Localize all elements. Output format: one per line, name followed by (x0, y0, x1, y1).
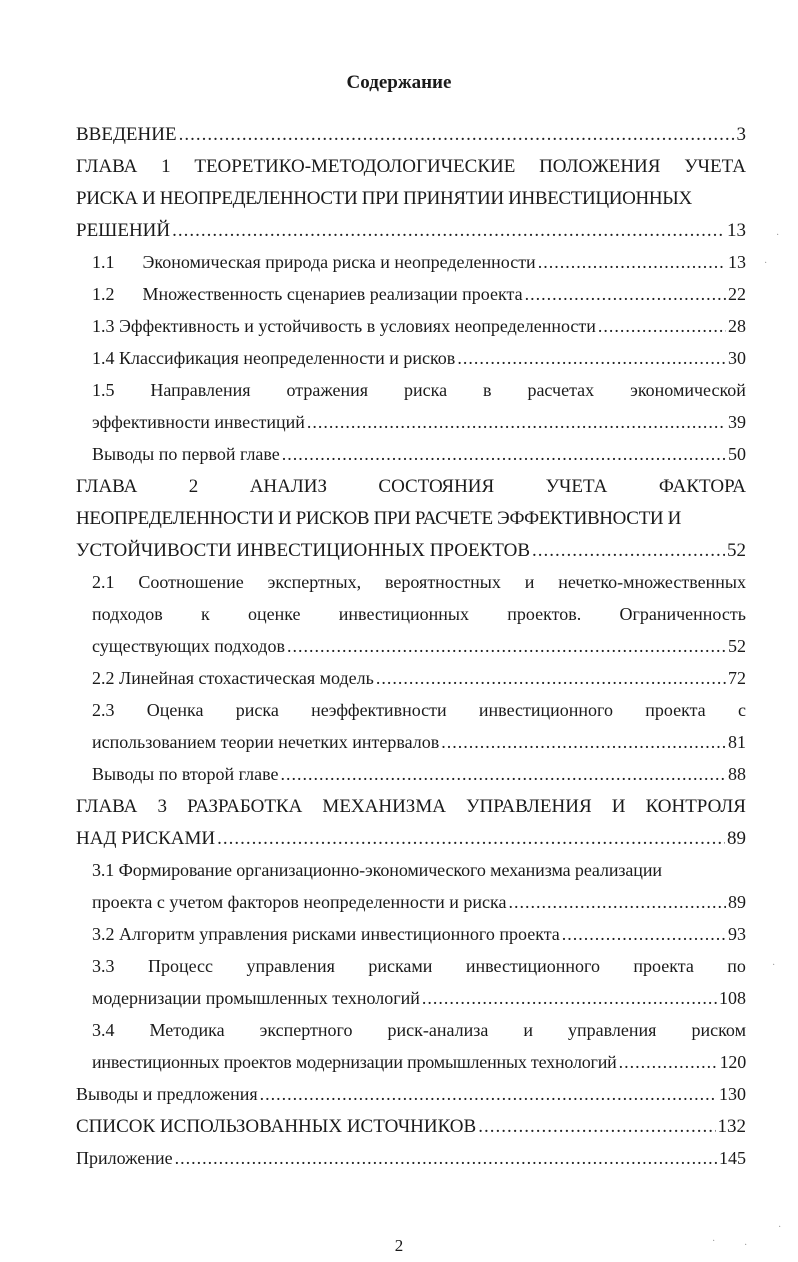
toc-entry-3-2 (0, 920, 798, 952)
toc-label: Выводы по второй главе (92, 764, 279, 784)
toc-page: 145 (719, 1148, 746, 1168)
toc-word: УПРАВЛЕНИЯ (466, 796, 592, 817)
toc-entry-2-1-line-3 (0, 632, 798, 664)
toc-label: РИСКА И НЕОПРЕДЕЛЕННОСТИ ПРИ ПРИНЯТИИ ИНВЕСТИЦИОННЫХ (76, 188, 692, 209)
dot-leader (457, 348, 726, 369)
toc-word: 2.1 (92, 572, 115, 592)
toc-word: ТЕОРЕТИКО-МЕТОДОЛОГИЧЕСКИЕ (194, 156, 516, 177)
toc-word: Оценка (146, 700, 204, 720)
toc-page: 108 (719, 988, 746, 1008)
toc-page: 52 (728, 636, 746, 656)
toc-word: и (524, 572, 535, 592)
dot-leader (532, 540, 725, 562)
toc-word: ГЛАВА (76, 476, 138, 497)
toc-label: использованием теории нечетких интервалов (92, 732, 440, 752)
toc-page: 81 (728, 732, 746, 752)
toc-page: 28 (728, 316, 746, 336)
toc-label: модернизации промышленных технологий (92, 988, 420, 1008)
toc-page: 52 (727, 540, 746, 561)
toc-entry-chapter-1-line-2 (0, 184, 798, 216)
toc-entry-2-1-line-1 (0, 568, 798, 600)
dot-leader (287, 636, 726, 657)
toc-entry-chapter-1-line-3 (0, 216, 798, 248)
dot-leader (282, 444, 726, 465)
toc-entry-references (0, 1112, 798, 1144)
toc-word: УЧЕТА (684, 156, 746, 177)
toc-word: отражения (286, 380, 369, 400)
toc-word: Ограниченность (619, 604, 746, 624)
toc-label: 3.2 Алгоритм управления рисками инвестиционного проекта (92, 924, 560, 944)
toc-word: экономической (630, 380, 746, 400)
toc-entry-1-5-line-2 (0, 408, 798, 440)
toc-label: существующих подходов (92, 636, 285, 656)
toc-page: 13 (728, 252, 746, 272)
toc-entry-appendix (0, 1144, 798, 1176)
toc-label: Выводы и предложения (76, 1084, 258, 1104)
toc-word: рисками (368, 956, 433, 976)
toc-page: 132 (717, 1116, 746, 1137)
toc-number: 1.1 (92, 252, 115, 272)
scan-speck: · (772, 960, 776, 971)
toc-label: НАД РИСКАМИ (76, 828, 216, 849)
toc-word: инвестиционных (338, 604, 469, 624)
toc-word: проекта (633, 956, 694, 976)
toc-label: 2.2 Линейная стохастическая модель (92, 668, 374, 688)
toc-word: УЧЕТА (545, 476, 608, 497)
toc-entry-chapter-2-line-3 (0, 536, 798, 568)
toc-page: 3 (736, 124, 746, 145)
toc-label: 1.4 Классификация неопределенности и рисков (92, 348, 456, 368)
toc-word: РАЗРАБОТКА (187, 796, 303, 817)
toc-page: 89 (728, 892, 746, 912)
toc-word: Направления (150, 380, 251, 400)
toc-word: Методика (149, 1020, 225, 1040)
toc-word: Процесс (147, 956, 214, 976)
toc-label: РЕШЕНИЙ (76, 220, 171, 241)
toc-entry-3-1-line-1 (0, 856, 798, 888)
dot-leader (562, 924, 726, 945)
toc-label: СПИСОК ИСПОЛЬЗОВАННЫХ ИСТОЧНИКОВ (76, 1116, 477, 1137)
toc-word: 2.3 (92, 700, 115, 720)
toc-word: 3.4 (92, 1020, 115, 1040)
dot-leader (376, 668, 726, 689)
toc-word: проектов. (507, 604, 582, 624)
toc-word: риском (691, 1020, 746, 1040)
toc-entry-chapter-3-line-2 (0, 824, 798, 856)
dot-leader (478, 1116, 715, 1138)
toc-word: ГЛАВА (76, 796, 138, 817)
toc-word: 1 (161, 156, 171, 177)
toc-page: 93 (728, 924, 746, 944)
toc-label: 3.1 Формирование организационно-экономического механизма реализации (92, 860, 662, 880)
toc-page: 88 (728, 764, 746, 784)
toc-entry-3-3-line-1 (0, 952, 798, 984)
toc-page: 130 (719, 1084, 746, 1104)
dot-leader (598, 316, 726, 337)
scan-speck: · (712, 1236, 716, 1247)
toc-entry-3-4-line-1 (0, 1016, 798, 1048)
scan-speck: · (744, 1240, 748, 1251)
toc-label: Приложение (76, 1148, 173, 1168)
toc-entry-1-1 (0, 248, 798, 280)
toc-page: 50 (728, 444, 746, 464)
dot-leader (217, 828, 725, 850)
toc-word: нечетко-множественных (558, 572, 746, 592)
toc-entry-1-3 (0, 312, 798, 344)
toc-word: КОНТРОЛЯ (645, 796, 746, 817)
toc-word: ГЛАВА (76, 156, 138, 177)
toc-label: инвестиционных проектов модернизации промышленных технологий (92, 1052, 617, 1072)
toc-label: ВВЕДЕНИЕ (76, 124, 177, 145)
toc-label: УСТОЙЧИВОСТИ ИНВЕСТИЦИОННЫХ ПРОЕКТОВ (76, 540, 531, 561)
toc-word: СОСТОЯНИЯ (378, 476, 495, 497)
toc-word: инвестиционного (478, 700, 613, 720)
dot-leader (422, 988, 717, 1009)
toc-entry-intro (0, 120, 798, 152)
toc-label: Множественность сценариев реализации проекта (142, 284, 523, 304)
toc-word: риска (404, 380, 448, 400)
toc-word: управления (568, 1020, 657, 1040)
toc-word: ПОЛОЖЕНИЯ (539, 156, 661, 177)
toc-word: Соотношение (138, 572, 244, 592)
toc-entry-1-5-line-1 (0, 376, 798, 408)
toc-word: оценке (247, 604, 301, 624)
dot-leader (619, 1052, 718, 1073)
dot-leader (280, 764, 726, 785)
scan-speck: · (778, 1222, 782, 1233)
toc-word: экспертного (259, 1020, 353, 1040)
toc-word: АНАЛИЗ (249, 476, 327, 497)
toc-label: проекта с учетом факторов неопределенности и риска (92, 892, 507, 912)
toc-entry-chapter-1-line-1 (0, 152, 798, 184)
toc-entry-conclusions-1 (0, 440, 798, 472)
toc-word: в (483, 380, 492, 400)
dot-leader (172, 220, 725, 242)
toc-entry-conclusions (0, 1080, 798, 1112)
toc-word: расчетах (527, 380, 595, 400)
toc-entry-2-3-line-1 (0, 696, 798, 728)
toc-word: МЕХАНИЗМА (322, 796, 446, 817)
toc-word: ФАКТОРА (658, 476, 746, 497)
toc-entry-1-4 (0, 344, 798, 376)
toc-word: И (611, 796, 626, 817)
toc-word: к (200, 604, 210, 624)
dot-leader (179, 124, 735, 146)
toc-entry-2-1-line-2 (0, 600, 798, 632)
dot-leader (175, 1148, 717, 1169)
toc-entry-1-2 (0, 280, 798, 312)
table-of-contents (0, 120, 798, 1176)
toc-word: риска (235, 700, 279, 720)
toc-page: 30 (728, 348, 746, 368)
toc-number: 1.2 (92, 284, 115, 304)
toc-word: и (523, 1020, 534, 1040)
dot-leader (508, 892, 726, 913)
toc-word: 3 (157, 796, 167, 817)
toc-word: вероятностных (385, 572, 501, 592)
dot-leader (441, 732, 726, 753)
toc-word: экспертных, (267, 572, 362, 592)
toc-entry-3-3-line-2 (0, 984, 798, 1016)
toc-page: 72 (728, 668, 746, 688)
toc-word: неэффективности (311, 700, 447, 720)
toc-page: 39 (728, 412, 746, 432)
dot-leader (307, 412, 726, 433)
toc-label: эффективности инвестиций (92, 412, 305, 432)
toc-word: с (737, 700, 746, 720)
toc-page: 22 (728, 284, 746, 304)
dot-leader (538, 252, 726, 273)
dot-leader (260, 1084, 717, 1105)
toc-entry-2-3-line-2 (0, 728, 798, 760)
scan-speck: · (764, 258, 768, 269)
toc-word: подходов (92, 604, 163, 624)
toc-entry-3-1-line-2 (0, 888, 798, 920)
toc-word: 1.5 (92, 380, 115, 400)
page-title: Содержание (346, 72, 452, 93)
page-number: 2 (394, 1236, 404, 1255)
toc-label: 1.3 Эффективность и устойчивость в условиях неопределенности (92, 316, 596, 336)
toc-word: проекта (645, 700, 706, 720)
toc-label: НЕОПРЕДЕЛЕННОСТИ И РИСКОВ ПРИ РАСЧЕТЕ ЭФФЕКТИВНОСТИ И (76, 508, 681, 529)
toc-page: 120 (719, 1052, 746, 1072)
toc-label: Выводы по первой главе (92, 444, 280, 464)
toc-word: риск-анализа (387, 1020, 489, 1040)
dot-leader (525, 284, 726, 305)
toc-entry-2-2 (0, 664, 798, 696)
toc-word: по (727, 956, 746, 976)
toc-entry-conclusions-2 (0, 760, 798, 792)
toc-word: 2 (188, 476, 199, 497)
toc-word: инвестиционного (465, 956, 600, 976)
toc-page: 89 (727, 828, 746, 849)
toc-entry-3-4-line-2 (0, 1048, 798, 1080)
scan-speck: · (776, 230, 780, 241)
toc-page: 13 (727, 220, 746, 241)
toc-entry-chapter-2-line-2 (0, 504, 798, 536)
toc-word: управления (246, 956, 335, 976)
toc-word: 3.3 (92, 956, 115, 976)
toc-entry-chapter-2-line-1 (0, 472, 798, 504)
toc-entry-chapter-3-line-1 (0, 792, 798, 824)
toc-label: Экономическая природа риска и неопределенности (142, 252, 536, 272)
